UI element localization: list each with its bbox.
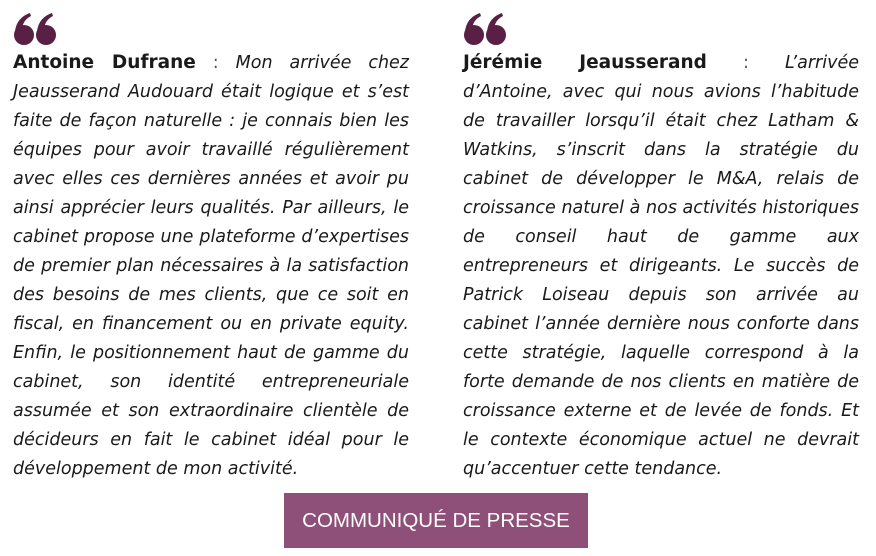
quote-icon — [463, 12, 507, 46]
quote-block-antoine-dufrane — [13, 12, 409, 484]
quote-author: Antoine Dufrane — [13, 52, 196, 73]
quote-icon — [13, 12, 57, 46]
quote-block-jeremie-jeausserand — [463, 12, 859, 484]
testimonial-paragraph — [13, 48, 409, 484]
testimonial-paragraph — [463, 48, 859, 484]
quote-author: Jérémie Jeausserand — [463, 52, 707, 73]
quote-separator: : — [195, 53, 236, 73]
press-release-button[interactable]: COMMUNIQUÉ DE PRESSE — [284, 493, 588, 548]
quote-separator: : — [706, 53, 785, 73]
quote-text: Mon arrivée chez Jeausserand Audouard était logique et s’est faite de façon naturelle : je connais bien les équipes pour avoir travaillé régulièrement avec elles ces dernières années et avoir pu ainsi apprécier leurs qualités. Par ailleurs, le cabinet propose une plateforme d’expertises de premier plan nécessaires à la satisfaction des besoins de mes clients, que ce soit en fiscal, en financement ou en private equity. Enfin, le positionnement haut de gamme du cabinet, son identité entrepreneuriale assumée et son extraordinaire clientèle de décideurs en fait le cabinet idéal pour le développement de mon activité. — [13, 53, 409, 479]
quote-text: L’arrivée d’Antoine, avec qui nous avions l’habitude de travailler lorsqu’il était chez Latham & Watkins, s’inscrit dans la stratégie du cabinet de développer le M&A, relais de croissance naturel à nos activités historiques de conseil haut de gamme aux entrepreneurs et dirigeants. Le succès de Patrick Loiseau depuis son arrivée au cabinet l’année dernière nous conforte dans cette stratégie, laquelle correspond à la forte demande de nos clients en matière de croissance externe et de levée de fonds. Et le contexte économique actuel ne devrait qu’accentuer cette tendance. — [463, 53, 859, 479]
